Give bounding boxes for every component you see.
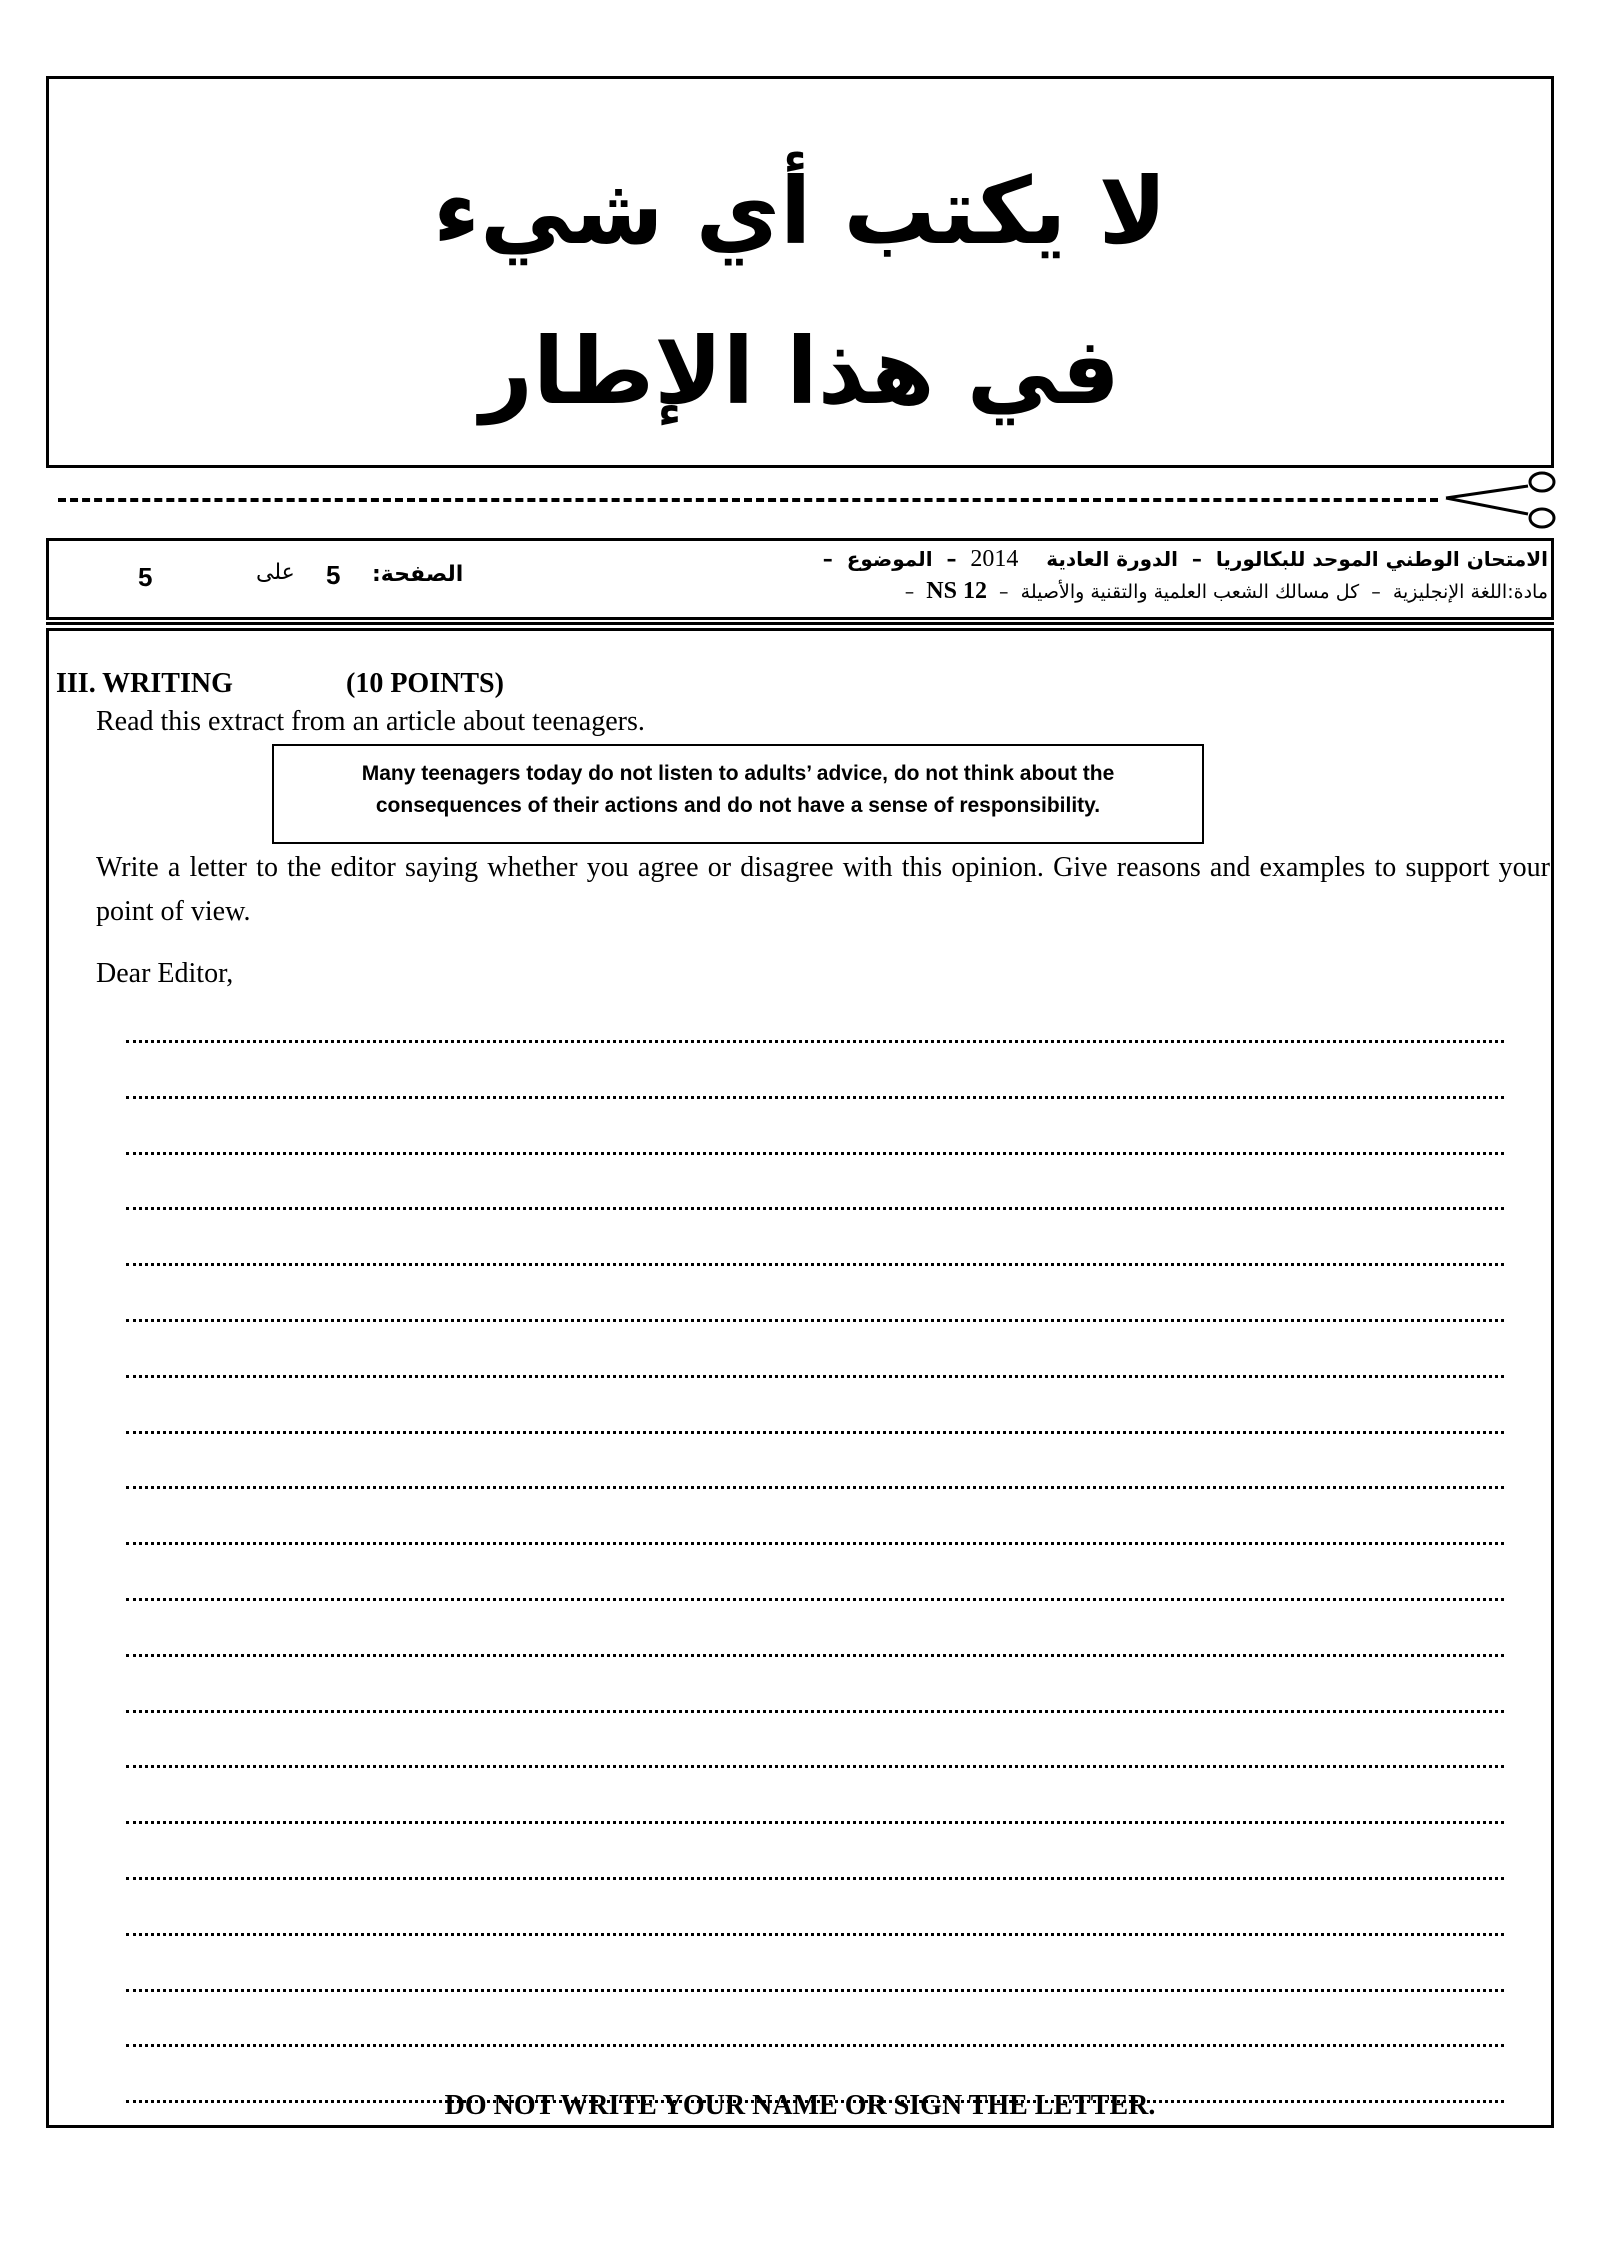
writing-task: Write a letter to the editor saying whether you agree or disagree with this opinion. Give reasons and examples to support your point of view. <box>96 852 1550 927</box>
letter-greeting: Dear Editor, <box>96 958 234 989</box>
exam-session: الدورة العادية <box>1046 547 1178 571</box>
answer-line[interactable] <box>126 1152 1504 1155</box>
cut-line <box>58 498 1438 502</box>
answer-line[interactable] <box>126 1542 1504 1545</box>
scissors-icon <box>1442 470 1562 530</box>
page-total: 5 <box>138 562 153 592</box>
section-title: III. WRITING <box>56 668 233 699</box>
quote-box <box>272 744 1204 844</box>
answer-line[interactable] <box>126 1486 1504 1489</box>
no-write-line2: في هذا الإطار <box>479 318 1121 425</box>
answer-line[interactable] <box>126 1877 1504 1880</box>
answer-line[interactable] <box>126 1710 1504 1713</box>
exam-title: الامتحان الوطني الموحد للبكالوريا <box>1215 547 1548 571</box>
page-label: الصفحة: <box>372 562 464 587</box>
answer-lines <box>126 1040 1504 2156</box>
answer-line[interactable] <box>126 1263 1504 1266</box>
exam-info-line1: الامتحان الوطني الموحد للبكالوريا – الدورة العادية 2014 – الموضوع – <box>822 546 1548 572</box>
exam-code: NS 12 <box>926 578 987 604</box>
answer-line[interactable] <box>126 1431 1504 1434</box>
closing-instruction: DO NOT WRITE YOUR NAME OR SIGN THE LETTER. <box>444 2090 1156 2121</box>
answer-line[interactable] <box>126 1040 1504 1043</box>
subject-label: الموضوع <box>846 547 933 571</box>
answer-line[interactable] <box>126 1989 1504 1992</box>
quote-line2: consequences of their actions and do not have a sense of responsibility. <box>375 794 1101 817</box>
header-divider <box>46 622 1554 625</box>
quote-line1: Many teenagers today do not listen to adults’ advice, do not think about the <box>361 762 1115 785</box>
answer-line[interactable] <box>126 1821 1504 1824</box>
answer-line[interactable] <box>126 1096 1504 1099</box>
section-points: (10 POINTS) <box>346 668 504 699</box>
exam-year: 2014 <box>970 546 1019 572</box>
exam-subject: مادة:اللغة الإنجليزية <box>1392 581 1548 603</box>
answer-line[interactable] <box>126 1319 1504 1322</box>
answer-line[interactable] <box>126 2044 1504 2047</box>
answer-line[interactable] <box>126 1654 1504 1657</box>
exam-info-line2: مادة:اللغة الإنجليزية – كل مسالك الشعب العلمية والتقنية والأصيلة – NS 12 – <box>904 578 1548 604</box>
answer-line[interactable] <box>126 1207 1504 1210</box>
page-of-label: على <box>256 560 295 585</box>
section-intro: Read this extract from an article about teenagers. <box>96 706 645 737</box>
no-write-line1: لا يكتب أي شيء <box>432 158 1168 265</box>
answer-line[interactable] <box>126 1598 1504 1601</box>
exam-streams: كل مسالك الشعب العلمية والتقنية والأصيلة <box>1020 581 1360 603</box>
answer-line[interactable] <box>126 1933 1504 1936</box>
page-number: 5 <box>326 560 341 590</box>
no-write-box <box>46 76 1554 468</box>
answer-line[interactable] <box>126 1765 1504 1768</box>
answer-line[interactable] <box>126 1375 1504 1378</box>
